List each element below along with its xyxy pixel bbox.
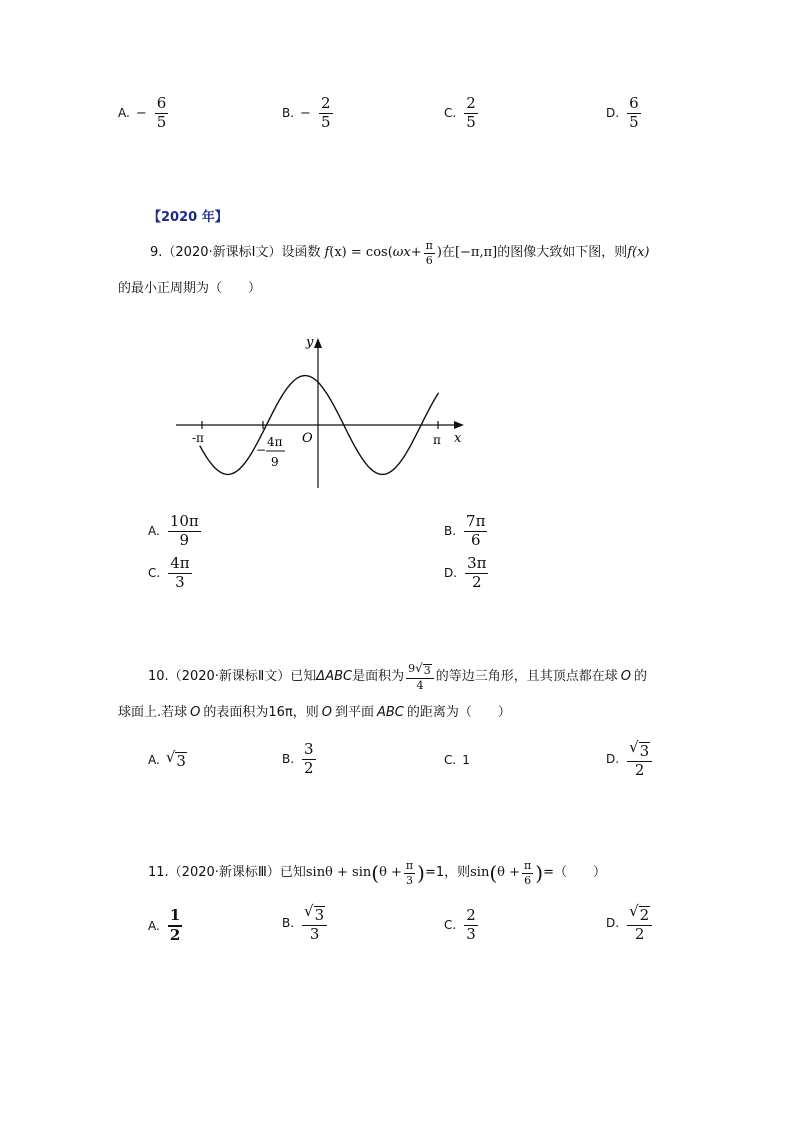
q9-option-a[interactable] <box>148 514 203 549</box>
denominator: 5 <box>629 112 639 131</box>
option-fraction <box>464 908 478 943</box>
right-paren: ) <box>417 861 425 886</box>
prev-option-b[interactable] <box>282 96 335 131</box>
numerator: 3π <box>467 554 487 572</box>
left-paren: ( <box>371 861 380 886</box>
q9-graph <box>170 330 470 495</box>
q10-line2-e: 到平面 <box>334 705 374 720</box>
q10-line2-c: 的表面积为16π，则 <box>203 705 319 720</box>
q11-option-b[interactable] <box>282 904 329 942</box>
denominator: 9 <box>179 530 190 549</box>
radical-sign: √ <box>165 748 176 766</box>
q10-option-a[interactable] <box>148 750 187 770</box>
q11-fraction-1 <box>404 860 415 886</box>
q11-theta1: θ + <box>379 864 402 880</box>
q9-mid: 在 <box>441 244 455 260</box>
option-label: B. <box>282 916 295 931</box>
option-fraction <box>302 904 327 942</box>
option-fraction <box>168 556 191 591</box>
q10-end1: 的 <box>634 668 648 684</box>
numerator: 2 <box>320 94 331 112</box>
radicand: 3 <box>176 752 186 770</box>
coefficient: 9 <box>408 662 416 675</box>
numerator: 7π <box>466 512 486 530</box>
q11-eq1: =1，则 <box>424 864 471 880</box>
option-fraction <box>465 556 488 591</box>
sqrt <box>304 904 325 924</box>
mark-sign: − <box>256 443 267 457</box>
option-label: D. <box>606 752 620 767</box>
denominator: 3 <box>466 924 476 943</box>
q9-interval: [−π,π] <box>454 244 498 260</box>
q10-line2-o2: O <box>321 705 332 720</box>
denominator: 3 <box>406 873 414 887</box>
pos-pi-label: π <box>433 433 441 447</box>
denominator: 6 <box>524 873 532 887</box>
sqrt <box>166 750 187 770</box>
denominator: 5 <box>466 112 476 131</box>
numerator: π <box>425 239 433 252</box>
neg-pi-label: -π <box>192 431 204 445</box>
sqrt <box>415 662 432 677</box>
numerator <box>627 740 652 762</box>
q11-option-c[interactable] <box>444 908 480 943</box>
q9-fx: f(x) <box>627 244 650 260</box>
option-label: C. <box>444 753 457 767</box>
numerator: 6 <box>156 94 167 112</box>
q11-sin1: sinθ + sin <box>305 864 372 880</box>
y-axis-arrow <box>314 338 322 348</box>
option-fraction <box>627 96 641 131</box>
left-paren: ( <box>489 861 498 886</box>
numerator: π <box>524 859 532 872</box>
sqrt <box>629 740 650 760</box>
option-label: B. <box>282 752 295 767</box>
numerator: 2 <box>466 906 476 924</box>
option-sign: − <box>135 105 147 121</box>
y-axis-label: y <box>306 335 314 350</box>
q9-option-c[interactable] <box>148 556 194 591</box>
denominator: 2 <box>304 758 314 777</box>
q11-fraction-2 <box>522 860 533 886</box>
radical-sign: √ <box>304 902 314 920</box>
right-paren: ) <box>535 861 544 886</box>
denominator: 5 <box>320 112 331 131</box>
q11-eq2: =（ ） <box>543 864 606 880</box>
option-label: B. <box>282 106 295 121</box>
numerator: 2 <box>466 94 476 112</box>
numerator: 3 <box>304 740 314 758</box>
q9-omega: ωx <box>392 244 411 260</box>
option-fraction <box>464 514 487 549</box>
option-value: 1 <box>462 753 470 767</box>
radical-sign: √ <box>629 902 639 920</box>
q10-mid2: 的等边三角形，且其顶点都在球 <box>435 668 618 684</box>
option-fraction <box>627 740 652 778</box>
q10-sphere-o: O <box>620 668 632 684</box>
q10-area-fraction <box>406 662 434 692</box>
denominator: 2 <box>634 924 645 943</box>
q10-line2-abc: ABC <box>377 705 404 720</box>
q11-option-d[interactable] <box>606 904 654 942</box>
option-fraction <box>464 96 478 131</box>
denominator: 2 <box>634 760 645 779</box>
q9-suffix: 的图像大致如下图，则 <box>497 244 628 260</box>
q10-option-b[interactable] <box>282 742 318 777</box>
origin-label: O <box>302 431 313 446</box>
q9-func-name: f <box>324 244 330 260</box>
option-fraction <box>302 742 316 777</box>
q10-option-c[interactable] <box>444 753 470 767</box>
option-fraction <box>168 908 182 944</box>
option-sign: − <box>300 105 311 121</box>
denominator: 4 <box>416 679 424 693</box>
q9-close: ) <box>436 244 442 260</box>
q10-triangle: ΔABC <box>316 668 353 684</box>
radical-sign: √ <box>415 661 423 675</box>
q9-func-body: (x) = cos( <box>329 244 393 260</box>
prev-option-d[interactable] <box>606 96 643 131</box>
radicand: 3 <box>423 664 431 677</box>
numerator <box>627 904 652 926</box>
numerator <box>302 904 327 926</box>
numerator: 4π <box>170 554 190 572</box>
radicand: 3 <box>639 742 650 760</box>
question-9-line2: 的最小正周期为（ ） <box>118 281 262 296</box>
numerator: 6 <box>629 94 639 112</box>
option-label: A. <box>148 524 160 539</box>
option-label: C. <box>444 106 457 121</box>
option-label: D. <box>606 916 620 931</box>
q11-sin2: sin <box>470 864 490 880</box>
question-10-line1 <box>148 662 647 692</box>
q9-prefix: 9.（2020·新课标Ⅰ文）设函数 <box>150 244 321 260</box>
q9-func-fraction <box>424 240 435 266</box>
section-title: 【2020 年】 <box>148 210 228 225</box>
option-label: D. <box>606 106 620 121</box>
sqrt <box>629 904 650 924</box>
q10-mid1: 是面积为 <box>352 668 405 684</box>
denominator: 2 <box>169 925 181 944</box>
q9-plus: + <box>410 244 422 260</box>
x-axis-label: x <box>454 431 462 446</box>
option-label: A. <box>148 752 160 767</box>
denominator: 3 <box>309 924 320 943</box>
question-10-line2 <box>118 704 511 722</box>
option-fraction <box>155 96 169 131</box>
option-label: C. <box>444 918 457 933</box>
numerator <box>406 662 434 679</box>
prev-option-a[interactable] <box>118 96 170 131</box>
option-label: A. <box>118 106 130 121</box>
mark-numerator: 4π <box>267 435 283 449</box>
q11-option-a[interactable] <box>148 908 184 944</box>
option-fraction <box>319 96 333 131</box>
denominator: 3 <box>175 572 185 591</box>
denominator: 6 <box>425 253 433 267</box>
denominator: 2 <box>471 572 482 591</box>
option-label: D. <box>444 566 458 581</box>
option-fraction <box>627 904 652 942</box>
radicand: 3 <box>314 906 325 924</box>
question-11 <box>148 860 606 886</box>
denominator: 5 <box>156 112 167 131</box>
radical-sign: √ <box>629 738 639 756</box>
radicand: 2 <box>639 906 650 924</box>
option-label: B. <box>444 524 457 539</box>
option-fraction <box>168 514 201 549</box>
q11-theta2: θ + <box>497 864 521 880</box>
q10-option-d[interactable] <box>606 740 654 778</box>
prev-option-c[interactable] <box>444 96 480 131</box>
q10-line2-a: 球面上.若球 <box>118 705 188 720</box>
numerator: 10π <box>169 512 199 530</box>
q11-prefix: 11.（2020·新课标Ⅲ）已知 <box>148 864 306 880</box>
option-label: C. <box>148 566 161 581</box>
q9-option-b[interactable] <box>444 514 489 549</box>
numerator: π <box>405 859 414 872</box>
x-axis-arrow <box>454 421 464 429</box>
q10-line2-g: 的距离为（ ） <box>406 705 511 720</box>
question-9-line1 <box>150 240 650 266</box>
q10-prefix: 10.（2020·新课标Ⅱ文）已知 <box>148 668 317 684</box>
denominator: 6 <box>470 530 481 549</box>
q10-line2-o1: O <box>190 705 201 720</box>
mark-denominator: 9 <box>271 455 279 469</box>
option-label: A. <box>148 918 160 933</box>
q9-option-d[interactable] <box>444 556 490 591</box>
numerator: 1 <box>168 908 182 927</box>
